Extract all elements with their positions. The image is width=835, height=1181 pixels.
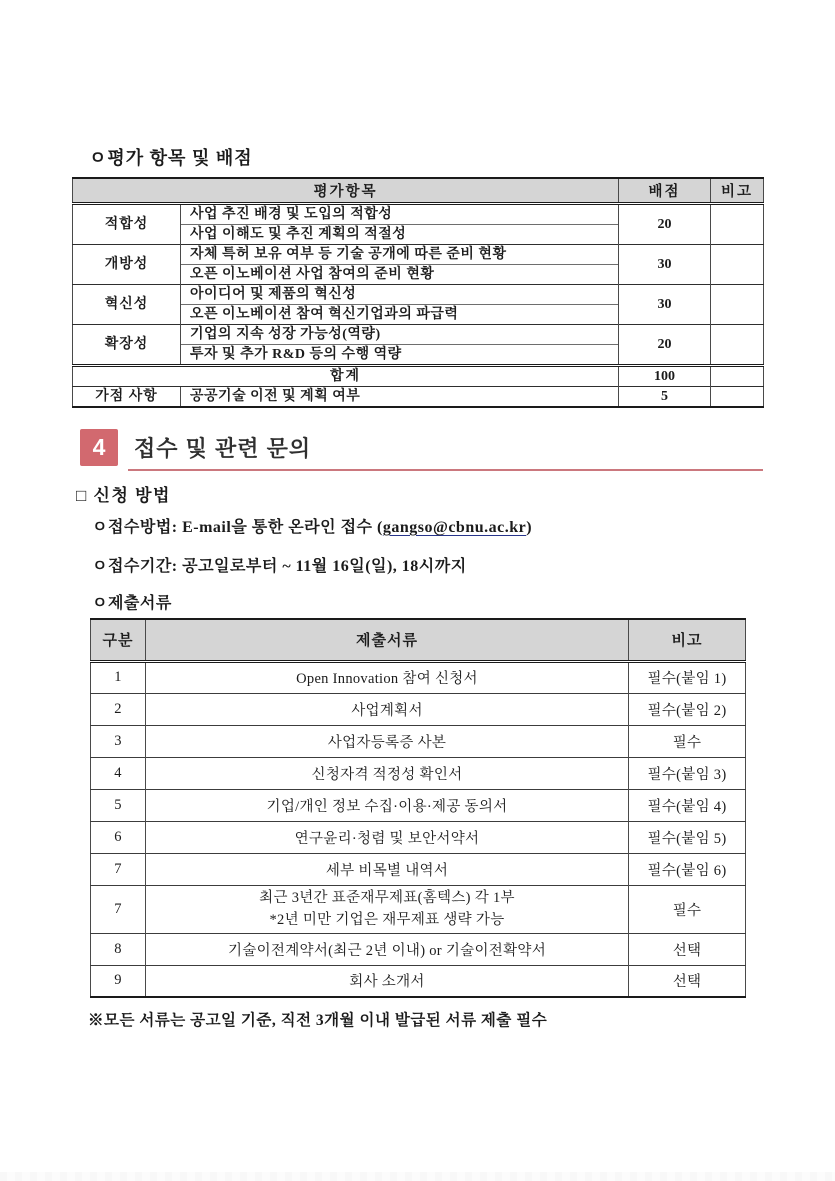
evaluation-heading: ㅇ평가 항목 및 배점: [89, 148, 253, 168]
column-header-note: 비고: [711, 178, 764, 203]
category-cell: 확장성: [73, 324, 181, 365]
total-row: [73, 365, 764, 386]
reception-method-suffix: ): [526, 519, 533, 536]
row-no: 4: [91, 757, 146, 789]
points-cell: 20: [619, 324, 711, 365]
row-no: 3: [91, 725, 146, 757]
apply-method-heading: □ 신청 방법: [76, 486, 171, 505]
scan-artifact: [0, 1172, 835, 1181]
detail-cell: 공공기술 이전 및 계획 여부: [181, 386, 619, 407]
document-name: 사업계획서: [146, 693, 629, 725]
detail-cell: 투자 및 추가 R&D 등의 수행 역량: [181, 344, 619, 365]
row-no: 7: [91, 885, 146, 933]
document-name: 기업/개인 정보 수집·이용·제공 동의서: [146, 789, 629, 821]
row-no: 8: [91, 933, 146, 965]
row-note: 필수(붙임 6): [629, 853, 746, 885]
column-header-points: 배점: [619, 178, 711, 203]
row-no: 5: [91, 789, 146, 821]
row-note: 필수(붙임 2): [629, 693, 746, 725]
document-name: 기술이전계약서(최근 2년 이내) or 기술이전확약서: [146, 933, 629, 965]
row-no: 7: [91, 853, 146, 885]
note-cell: [711, 324, 764, 365]
category-cell: 개방성: [73, 244, 181, 284]
column-header-item: 평가항목: [73, 178, 619, 203]
row-no: 6: [91, 821, 146, 853]
note-cell: [711, 284, 764, 324]
detail-cell: 기업의 지속 성장 가능성(역량): [181, 324, 619, 344]
document-name: 세부 비목별 내역서: [146, 853, 629, 885]
table-row: [91, 757, 746, 789]
note-cell: [711, 203, 764, 244]
document-name-line1: 최근 3년간 표준재무제표(홈텍스) 각 1부: [259, 890, 515, 906]
points-cell: 30: [619, 244, 711, 284]
section-title: 접수 및 관련 문의: [134, 436, 312, 461]
email-link[interactable]: gangso@cbnu.ac.kr: [382, 519, 527, 536]
row-note: 필수: [629, 725, 746, 757]
evaluation-table-header-row: [73, 178, 764, 203]
row-no: 2: [91, 693, 146, 725]
detail-cell: 아이디어 및 제품의 혁신성: [181, 284, 619, 304]
points-cell: 20: [619, 203, 711, 244]
table-row: [73, 324, 764, 344]
document-name: [146, 885, 629, 933]
table-row: [91, 789, 746, 821]
table-row: [91, 693, 746, 725]
bonus-row: [73, 386, 764, 407]
row-note: 필수: [629, 885, 746, 933]
document-name: 회사 소개서: [146, 965, 629, 997]
documents-table-header-row: [91, 619, 746, 661]
total-label: 합계: [73, 365, 619, 386]
points-cell: 30: [619, 284, 711, 324]
table-row: [91, 933, 746, 965]
table-row: [91, 821, 746, 853]
document-name: 사업자등록증 사본: [146, 725, 629, 757]
detail-cell: 사업 이해도 및 추진 계획의 적절성: [181, 224, 619, 244]
column-header-note: 비고: [629, 619, 746, 661]
table-row: [91, 853, 746, 885]
row-no: 1: [114, 669, 122, 685]
bullet-reception-method: [92, 514, 532, 537]
row-note: 선택: [629, 933, 746, 965]
detail-cell: 오픈 이노베이션 사업 참여의 준비 현황: [181, 264, 619, 284]
document-name: 연구윤리·청렴 및 보안서약서: [146, 821, 629, 853]
table-row: [91, 661, 746, 693]
note-cell: [711, 386, 764, 407]
document-name: Open Innovation 참여 신청서: [146, 661, 629, 693]
table-row: [73, 203, 764, 224]
category-cell: 적합성: [73, 203, 181, 244]
note-cell: [711, 244, 764, 284]
document-name: 신청자격 적정성 확인서: [146, 757, 629, 789]
row-note: 선택: [629, 965, 746, 997]
section-number-badge: 4: [80, 429, 118, 466]
row-no: 9: [91, 965, 146, 997]
note-cell: [711, 365, 764, 386]
detail-cell: 사업 추진 배경 및 도입의 적합성: [181, 203, 619, 224]
row-note: 필수(붙임 3): [629, 757, 746, 789]
reception-method-text: ㅇ접수방법: E-mail을 통한 온라인 접수 (: [92, 519, 383, 536]
bullet-reception-period: ㅇ접수기간: 공고일로부터 ~ 11월 16일(일), 18시까지: [92, 558, 467, 575]
category-cell: 혁신성: [73, 284, 181, 324]
row-note: 필수(붙임 4): [629, 789, 746, 821]
column-header-document: 제출서류: [146, 619, 629, 661]
table-row: [91, 725, 746, 757]
total-points: 100: [619, 365, 711, 386]
column-header-no: 구분: [91, 619, 146, 661]
table-row: [91, 965, 746, 997]
points-cell: 5: [619, 386, 711, 407]
table-row: [73, 244, 764, 264]
row-note: 필수(붙임 1): [629, 661, 746, 693]
evaluation-table: [72, 177, 764, 408]
section-title-underline: [128, 469, 763, 471]
documents-table: [90, 618, 746, 998]
table-row: [91, 885, 746, 933]
document-name-line2: *2년 미만 기업은 재무제표 생략 가능: [269, 912, 505, 928]
row-note: 필수(붙임 5): [629, 821, 746, 853]
detail-cell: 오픈 이노베이션 참여 혁신기업과의 파급력: [181, 304, 619, 324]
bullet-submission-documents: ㅇ제출서류: [92, 595, 172, 612]
detail-cell: 자체 특허 보유 여부 등 기술 공개에 따른 준비 현황: [181, 244, 619, 264]
category-cell: 가점 사항: [73, 386, 181, 407]
table-row: [73, 284, 764, 304]
documents-footnote: ※모든 서류는 공고일 기준, 직전 3개월 이내 발급된 서류 제출 필수: [88, 1012, 548, 1029]
